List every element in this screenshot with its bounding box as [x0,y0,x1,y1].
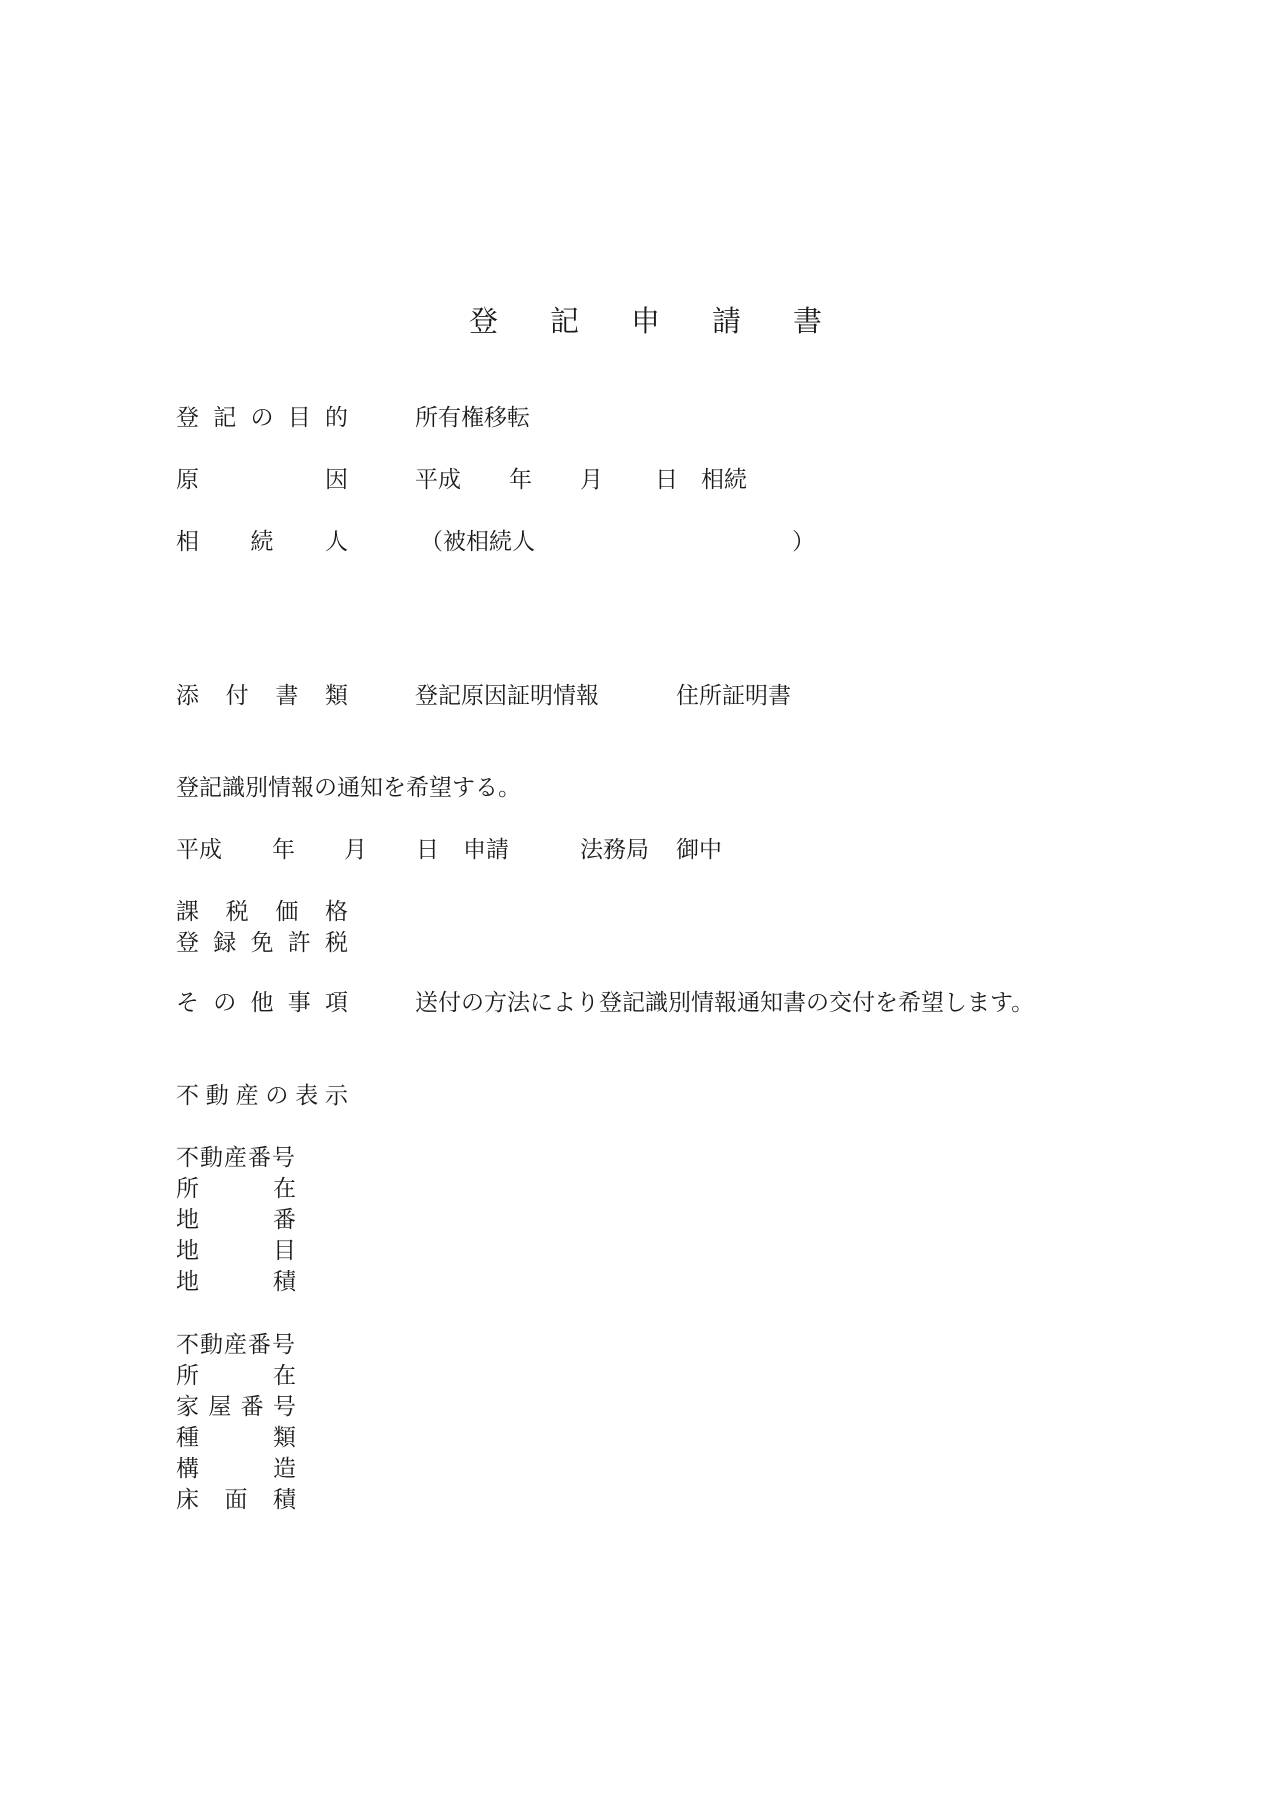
land-number-label: 不動産番号 [176,1145,296,1171]
building-floor-area-label [176,1485,296,1515]
heading-char: の [265,1083,289,1109]
label-char: 許 [287,930,311,956]
label-char: 目 [273,1238,296,1264]
label-char: 番 [240,1394,264,1420]
label-char: 価 [275,899,299,925]
label-char: 原 [176,467,199,493]
land-category-label [176,1236,296,1266]
label-char: 所 [176,1176,199,1202]
title-char: 記 [550,304,580,338]
label-char: 在 [273,1363,296,1389]
label-char: 免 [250,930,274,956]
building-number-label: 不動産番号 [176,1332,296,1358]
label-char: 付 [225,683,249,709]
label-char: 番 [273,1207,296,1233]
label-char: 所 [176,1363,199,1389]
cause-month: 月 [580,467,603,493]
cause-label [176,465,348,495]
land-area-label [176,1267,296,1297]
label-char: 積 [273,1487,296,1513]
heading-char: 示 [324,1083,348,1109]
cause-reason: 相続 [701,467,747,493]
label-char: 屋 [208,1394,232,1420]
heading-char: 表 [295,1083,319,1109]
label-char: 続 [250,529,274,555]
label-char: 人 [325,529,348,555]
heir-label [176,527,348,557]
label-char: 録 [213,930,237,956]
label-char: 号 [272,1394,296,1420]
heir-decedent-close: ） [792,529,815,555]
heading-char: 産 [235,1083,259,1109]
title-char: 申 [631,304,661,338]
label-char: 造 [273,1456,296,1482]
building-structure-label [176,1454,296,1484]
label-char: 類 [324,683,348,709]
label-char: の [250,405,274,431]
land-location-label [176,1174,296,1204]
title-char: 書 [793,304,823,338]
title-char: 請 [712,304,742,338]
label-char: の [213,990,237,1016]
label-char: 家 [176,1394,199,1420]
label-char: 地 [176,1269,199,1295]
cause-year: 年 [509,467,532,493]
label-char: 床 [176,1487,199,1513]
notice-text: 登記識別情報の通知を希望する。 [176,775,521,801]
application-day: 日 [416,837,439,863]
label-char: 事 [287,990,311,1016]
application-applied: 申請 [463,837,509,863]
cause-day: 日 [655,467,678,493]
title-char: 登 [469,304,499,338]
label-char: 登 [176,930,199,956]
attachment-item: 住所証明書 [676,683,791,709]
label-char: 目 [287,405,311,431]
label-char: 格 [324,899,348,925]
label-char: 地 [176,1207,199,1233]
label-char: 積 [273,1269,296,1295]
cause-era: 平成 [415,467,461,493]
label-char: 書 [275,683,299,709]
application-year: 年 [272,837,295,863]
label-char: 因 [325,467,348,493]
label-char: 添 [176,683,199,709]
purpose-label [176,403,348,433]
land-lot-label [176,1205,296,1235]
label-char: 種 [176,1425,199,1451]
building-house-number-label [176,1392,296,1422]
label-char: 地 [176,1238,199,1264]
property-heading [176,1081,348,1111]
building-type-label [176,1423,296,1453]
label-char: 的 [325,405,348,431]
attachments-label [176,681,348,711]
application-to: 御中 [676,837,722,863]
label-char: 面 [224,1487,248,1513]
label-char: 登 [176,405,199,431]
label-char: そ [176,990,199,1016]
label-char: 在 [273,1176,296,1202]
application-office: 法務局 [580,837,649,863]
application-era: 平成 [176,837,222,863]
heading-char: 動 [205,1083,229,1109]
tax-value-label [176,897,348,927]
other-value: 送付の方法により登記識別情報通知書の交付を希望します。 [415,990,1035,1016]
attachment-item: 登記原因証明情報 [415,683,599,709]
registration-tax-label [176,928,348,958]
application-month: 月 [344,837,367,863]
label-char: 構 [176,1456,199,1482]
label-char: 税 [225,899,249,925]
heading-char: 不 [176,1083,199,1109]
label-char: 税 [325,930,348,956]
label-char: 項 [325,990,348,1016]
label-char: 課 [176,899,199,925]
heir-decedent-open: （被相続人 [420,529,535,555]
label-char: 類 [273,1425,296,1451]
purpose-value: 所有権移転 [415,405,530,431]
label-char: 記 [213,405,237,431]
label-char: 他 [250,990,274,1016]
label-char: 相 [176,529,199,555]
other-label [176,988,348,1018]
building-location-label [176,1361,296,1391]
